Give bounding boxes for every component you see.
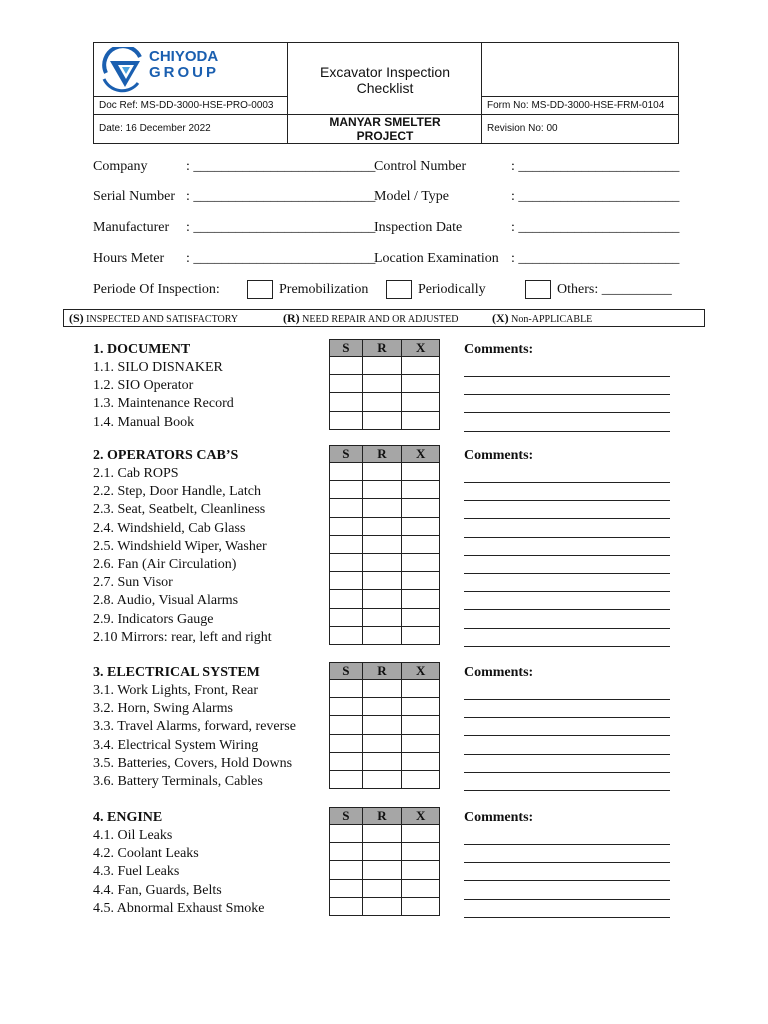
rating-cell-x[interactable] [402, 375, 440, 393]
rating-cell-s[interactable] [330, 535, 363, 553]
form-number: Form No: MS-DD-3000-HSE-FRM-0104 [487, 100, 665, 111]
table-row [330, 861, 440, 879]
rating-cell-x[interactable] [402, 393, 440, 411]
comments-label: Comments: [464, 448, 534, 463]
legend-s-code: (S) [69, 311, 84, 325]
legend-x-text: Non-APPLICABLE [511, 314, 593, 325]
document-date: Date: 16 December 2022 [99, 123, 211, 134]
rating-cell-r[interactable] [362, 590, 402, 608]
rating-cell-x[interactable] [402, 716, 440, 734]
company-field[interactable]: : __________________________ [186, 159, 376, 174]
doc-ref: Doc Ref: MS-DD-3000-HSE-PRO-0003 [99, 100, 274, 111]
header-table [93, 42, 679, 144]
grid-header-r: R [362, 340, 402, 357]
checklist-item: 3.6. Battery Terminals, Cables [93, 774, 263, 789]
inspection-date-field[interactable]: : _______________________ [511, 220, 680, 235]
periode-label: Periode Of Inspection: [93, 282, 220, 297]
rating-cell-s[interactable] [330, 734, 363, 752]
comment-field[interactable] [464, 360, 670, 377]
table-row [330, 590, 440, 608]
comment-field[interactable] [464, 683, 670, 700]
srx-grid [329, 339, 440, 430]
legend-r-code: (R) [283, 311, 300, 325]
checklist-item: 2.5. Windshield Wiper, Washer [93, 538, 267, 554]
rating-cell-r[interactable] [362, 770, 402, 788]
serial-number-label: Serial Number [93, 189, 176, 204]
table-row [330, 411, 440, 429]
checklist-item: 2.2. Step, Door Handle, Latch [93, 484, 261, 500]
comment-field[interactable] [464, 396, 670, 413]
rating-cell-s[interactable] [330, 626, 363, 644]
srx-grid [329, 807, 440, 916]
table-row [330, 375, 440, 393]
comment-field[interactable] [464, 883, 670, 900]
rating-cell-r[interactable] [362, 411, 402, 429]
rating-cell-s[interactable] [330, 517, 363, 535]
checklist-item: 4.5. Abnormal Exhaust Smoke [93, 900, 265, 916]
rating-cell-r[interactable] [362, 517, 402, 535]
rating-cell-r[interactable] [362, 825, 402, 843]
checklist-item: 2.3. Seat, Seatbelt, Cleanliness [93, 502, 266, 518]
rating-cell-x[interactable] [402, 411, 440, 429]
checklist-item: 3.3. Travel Alarms, forward, reverse [93, 719, 296, 735]
comment-field[interactable] [464, 719, 670, 736]
table-row [330, 572, 440, 590]
checklist-item: 4.1. Oil Leaks [93, 828, 173, 843]
grid-header-s: S [330, 663, 363, 680]
table-row [330, 553, 440, 571]
rating-cell-x[interactable] [402, 752, 440, 770]
project-name: MANYAR SMELTER PROJECT [329, 115, 441, 143]
legend-r-text: NEED REPAIR AND OR ADJUSTED [302, 314, 459, 325]
legend-x-code: (X) [492, 311, 509, 325]
rating-cell-s[interactable] [330, 572, 363, 590]
comment-field[interactable] [464, 901, 670, 918]
comments-label: Comments: [464, 810, 534, 825]
hours-meter-field[interactable]: : __________________________ [186, 251, 376, 266]
rating-cell-s[interactable] [330, 590, 363, 608]
rating-cell-s[interactable] [330, 897, 363, 915]
comment-field[interactable] [464, 575, 670, 592]
rating-cell-x[interactable] [402, 517, 440, 535]
rating-cell-r[interactable] [362, 626, 402, 644]
checklist-item: 4.4. Fan, Guards, Belts [93, 882, 222, 898]
rating-cell-s[interactable] [330, 698, 363, 716]
comment-field[interactable] [464, 701, 670, 718]
checklist-item: 3.1. Work Lights, Front, Rear [93, 683, 259, 698]
rating-cell-r[interactable] [362, 572, 402, 590]
rating-cell-s[interactable] [330, 843, 363, 861]
rating-cell-s[interactable] [330, 499, 363, 517]
rating-cell-x[interactable] [402, 535, 440, 553]
rating-cell-s[interactable] [330, 481, 363, 499]
comment-field[interactable] [464, 557, 670, 574]
others-checkbox[interactable] [525, 280, 551, 299]
rating-cell-s[interactable] [330, 825, 363, 843]
checklist-item: 1.4. Manual Book [93, 414, 195, 430]
model-type-label: Model / Type [374, 189, 449, 204]
table-row [330, 770, 440, 788]
header-divider [94, 96, 287, 97]
model-type-field[interactable]: : _______________________ [511, 189, 680, 204]
comment-field[interactable] [464, 828, 670, 845]
logo-text-line2: GROUP [149, 64, 220, 81]
comment-field[interactable] [464, 521, 670, 538]
grid-header-x: X [402, 446, 440, 463]
comment-field[interactable] [464, 593, 670, 610]
rating-cell-s[interactable] [330, 752, 363, 770]
rating-cell-x[interactable] [402, 481, 440, 499]
premobilization-checkbox[interactable] [247, 280, 273, 299]
checklist-item: 4.3. Fuel Leaks [93, 864, 180, 880]
manufacturer-field[interactable]: : __________________________ [186, 220, 376, 235]
control-number-field[interactable]: : _______________________ [511, 159, 680, 174]
rating-cell-x[interactable] [402, 734, 440, 752]
comment-field[interactable] [464, 864, 670, 881]
table-row [330, 843, 440, 861]
rating-cell-r[interactable] [362, 843, 402, 861]
control-number-label: Control Number [374, 159, 467, 174]
table-row [330, 698, 440, 716]
manufacturer-label: Manufacturer [93, 220, 170, 235]
rating-cell-s[interactable] [330, 861, 363, 879]
comment-field[interactable] [464, 484, 670, 501]
legend-s [69, 311, 238, 326]
rating-cell-x[interactable] [402, 770, 440, 788]
rating-cell-r[interactable] [362, 553, 402, 571]
hours-meter-label: Hours Meter [93, 251, 165, 266]
rating-cell-r[interactable] [362, 375, 402, 393]
checklist-item: 3.2. Horn, Swing Alarms [93, 701, 233, 717]
rating-cell-s[interactable] [330, 770, 363, 788]
rating-cell-s[interactable] [330, 553, 363, 571]
rating-cell-r[interactable] [362, 897, 402, 915]
checklist-item: 1.2. SIO Operator [93, 378, 194, 394]
legend-x [492, 311, 592, 326]
grid-header-r: R [362, 663, 402, 680]
periodically-checkbox[interactable] [386, 280, 412, 299]
rating-cell-r[interactable] [362, 357, 402, 375]
table-row [330, 716, 440, 734]
rating-cell-x[interactable] [402, 626, 440, 644]
grid-header-s: S [330, 808, 363, 825]
rating-cell-x[interactable] [402, 843, 440, 861]
checklist-item: 3.4. Electrical System Wiring [93, 737, 259, 753]
rating-cell-x[interactable] [402, 608, 440, 626]
rating-cell-x[interactable] [402, 861, 440, 879]
rating-cell-r[interactable] [362, 481, 402, 499]
rating-cell-r[interactable] [362, 608, 402, 626]
grid-header-s: S [330, 446, 363, 463]
rating-cell-r[interactable] [362, 698, 402, 716]
comment-field[interactable] [464, 612, 670, 629]
table-row [330, 499, 440, 517]
rating-cell-x[interactable] [402, 357, 440, 375]
legend-s-text: INSPECTED AND SATISFACTORY [86, 314, 239, 325]
rating-cell-s[interactable] [330, 608, 363, 626]
checklist-item: 2.1. Cab ROPS [93, 466, 179, 481]
rating-cell-x[interactable] [402, 590, 440, 608]
inspection-date-label: Inspection Date [374, 220, 463, 235]
rating-cell-x[interactable] [402, 897, 440, 915]
others-field[interactable]: Others: __________ [557, 282, 672, 297]
rating-cell-s[interactable] [330, 716, 363, 734]
table-row [330, 481, 440, 499]
serial-number-field[interactable]: : __________________________ [186, 189, 376, 204]
rating-cell-r[interactable] [362, 734, 402, 752]
checklist-item: 2.4. Windshield, Cab Glass [93, 520, 246, 536]
location-examination-field[interactable]: : _______________________ [511, 251, 680, 266]
rating-cell-s[interactable] [330, 463, 363, 481]
section-title: 3. ELECTRICAL SYSTEM [93, 665, 260, 680]
rating-cell-s[interactable] [330, 680, 363, 698]
comment-field[interactable] [464, 738, 670, 755]
rating-cell-s[interactable] [330, 879, 363, 897]
table-row [330, 680, 440, 698]
checklist-item: 3.5. Batteries, Covers, Hold Downs [93, 755, 293, 771]
header-divider [481, 43, 482, 143]
rating-cell-r[interactable] [362, 861, 402, 879]
comment-field[interactable] [464, 466, 670, 483]
comment-field[interactable] [464, 630, 670, 647]
grid-header-x: X [402, 663, 440, 680]
grid-header-x: X [402, 340, 440, 357]
header-divider [481, 96, 679, 97]
comment-field[interactable] [464, 502, 670, 519]
comments-label: Comments: [464, 665, 534, 680]
checklist-item: 4.2. Coolant Leaks [93, 846, 199, 862]
location-examination-label: Location Examination [374, 251, 499, 266]
comment-field[interactable] [464, 756, 670, 773]
rating-cell-x[interactable] [402, 572, 440, 590]
form-title: Excavator Inspection Checklist [320, 64, 450, 96]
section-title: 1. DOCUMENT [93, 342, 191, 357]
comment-field[interactable] [464, 846, 670, 863]
revision-number: Revision No: 00 [487, 123, 558, 134]
rating-cell-x[interactable] [402, 698, 440, 716]
rating-cell-r[interactable] [362, 716, 402, 734]
table-row [330, 897, 440, 915]
checklist-item: 2.7. Sun Visor [93, 575, 173, 591]
rating-cell-x[interactable] [402, 680, 440, 698]
rating-cell-x[interactable] [402, 879, 440, 897]
table-row [330, 357, 440, 375]
comments-label: Comments: [464, 342, 534, 357]
periodically-label: Periodically [418, 282, 486, 297]
table-row [330, 393, 440, 411]
rating-cell-x[interactable] [402, 825, 440, 843]
rating-cell-r[interactable] [362, 393, 402, 411]
rating-cell-x[interactable] [402, 553, 440, 571]
table-row [330, 879, 440, 897]
grid-header-x: X [402, 808, 440, 825]
grid-header-s: S [330, 340, 363, 357]
chiyoda-logo-icon [100, 47, 146, 93]
logo-text-line1: CHIYODA [149, 48, 219, 65]
table-row [330, 626, 440, 644]
section-title: 4. ENGINE [93, 810, 163, 825]
legend-bar [63, 309, 705, 327]
rating-cell-r[interactable] [362, 879, 402, 897]
section-title: 2. OPERATORS CAB’S [93, 448, 239, 463]
srx-grid [329, 662, 440, 789]
srx-grid [329, 445, 440, 645]
comment-field[interactable] [464, 539, 670, 556]
comment-field[interactable] [464, 415, 670, 432]
table-row [330, 752, 440, 770]
rating-cell-r[interactable] [362, 463, 402, 481]
checklist-item: 1.1. SILO DISNAKER [93, 360, 223, 375]
premobilization-label: Premobilization [279, 282, 369, 297]
checklist-item: 2.10 Mirrors: rear, left and right [93, 629, 272, 645]
header-divider [287, 43, 288, 143]
legend-r [283, 311, 459, 326]
rating-cell-x[interactable] [402, 499, 440, 517]
rating-cell-s[interactable] [330, 411, 363, 429]
checklist-item: 2.8. Audio, Visual Alarms [93, 593, 239, 609]
checklist-item: 2.6. Fan (Air Circulation) [93, 557, 237, 572]
checklist-item: 2.9. Indicators Gauge [93, 611, 214, 627]
rating-cell-r[interactable] [362, 535, 402, 553]
rating-cell-x[interactable] [402, 463, 440, 481]
comment-field[interactable] [464, 774, 670, 791]
checklist-item: 1.3. Maintenance Record [93, 396, 234, 412]
rating-cell-r[interactable] [362, 752, 402, 770]
grid-header-r: R [362, 446, 402, 463]
rating-cell-r[interactable] [362, 680, 402, 698]
rating-cell-r[interactable] [362, 499, 402, 517]
rating-cell-s[interactable] [330, 357, 363, 375]
table-row [330, 825, 440, 843]
table-row [330, 535, 440, 553]
grid-header-r: R [362, 808, 402, 825]
rating-cell-s[interactable] [330, 393, 363, 411]
table-row [330, 608, 440, 626]
table-row [330, 463, 440, 481]
comment-field[interactable] [464, 378, 670, 395]
company-label: Company [93, 159, 148, 174]
table-row [330, 517, 440, 535]
table-row [330, 734, 440, 752]
rating-cell-s[interactable] [330, 375, 363, 393]
